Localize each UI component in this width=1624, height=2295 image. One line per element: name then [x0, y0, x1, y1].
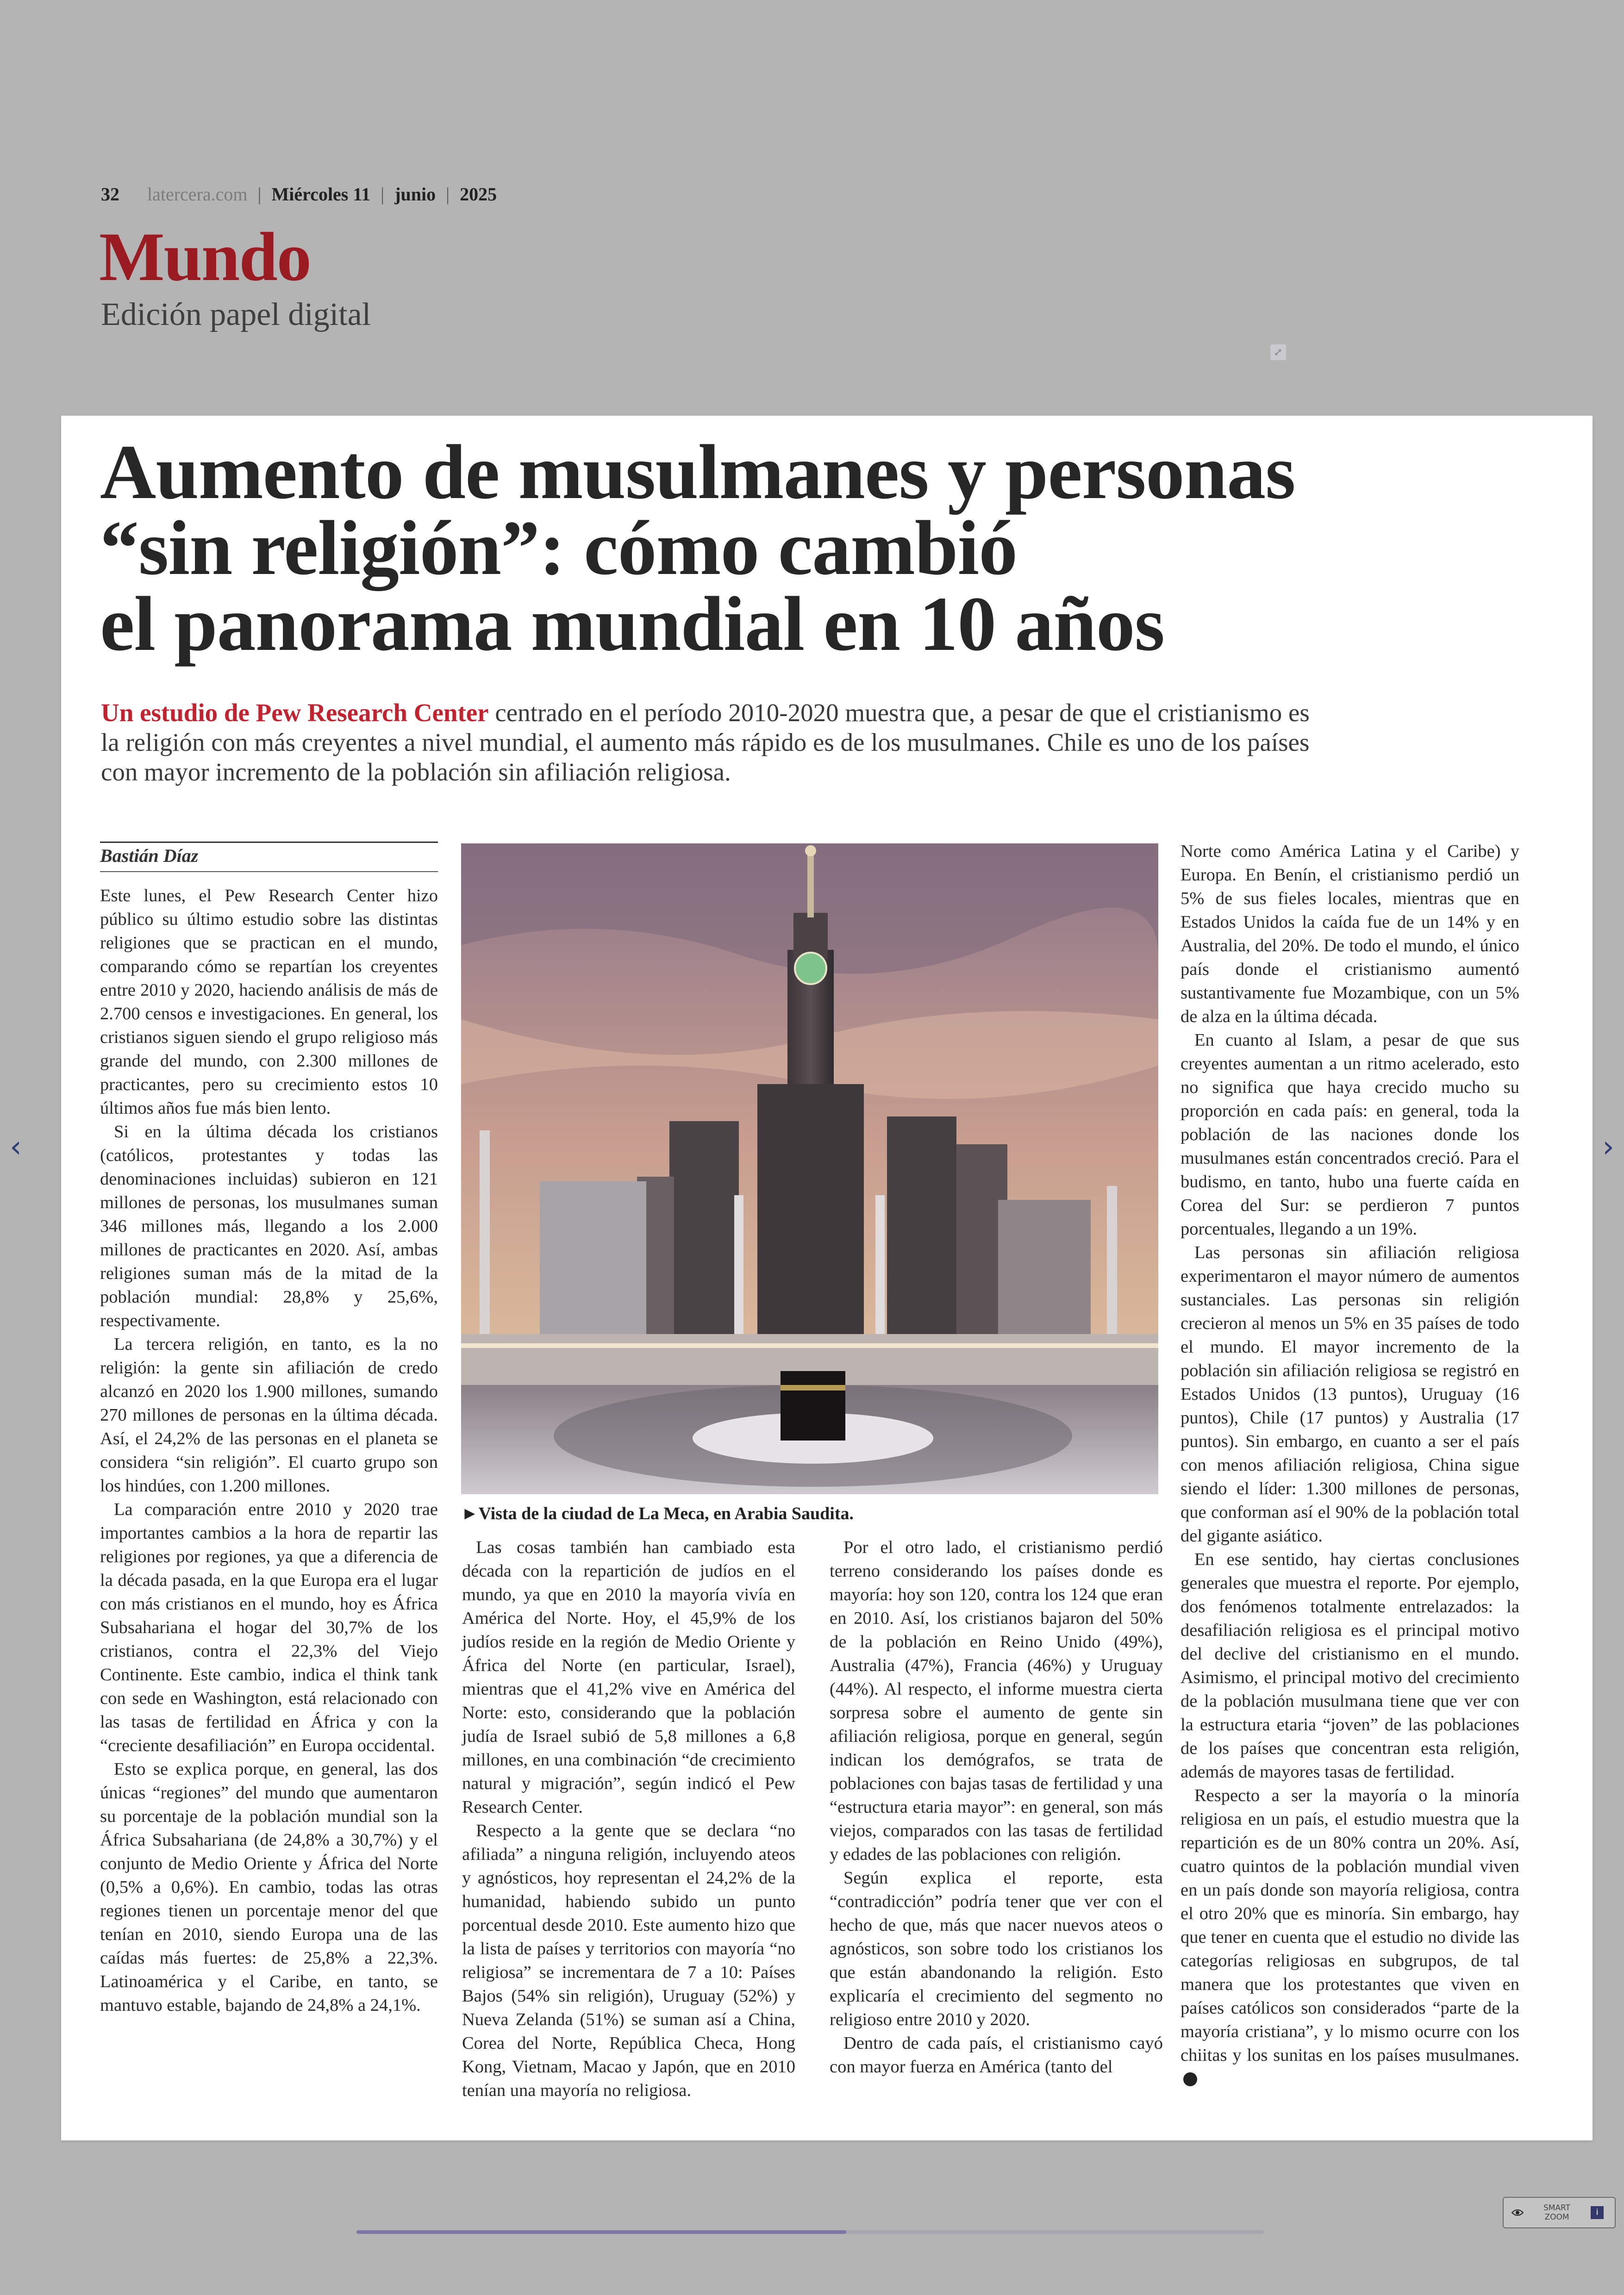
paragraph: La comparación entre 2010 y 2020 trae importantes cambios a la hora de repartir las religiones por regiones, ya que a diferencia de la década pasada, en la que Europa era el lugar con más cristianos en el mundo, hoy es África Subsahariana el hogar del 30,7% de los cristianos, contra el 22,3% del Viejo Continente. Este cambio, indica el think tank con sede en Washington, está relacionado con las tasas de fertilidad en África y con la “creciente desafiliación” en Europa occidental. [100, 1500, 438, 1755]
byline: Bastián Díaz [100, 842, 438, 872]
date-weekday: Miércoles 11 [271, 184, 371, 205]
paragraph: Las cosas también han cambiado esta década con la repartición de judíos en el mundo, ya que en 2010 la mayoría vivía en América del Norte. Hoy, el 45,9% de los judíos reside en la región de Medio Oriente y África del Norte (en particular, Israel), mientras que el 41,2% vive en América del Norte: esto, considerando que la población judía de Israel subió de 5,8 millones a 6,8 millones, en una combinación “de crecimiento natural y migración”, según indicó el Pew Research Center. [462, 1538, 795, 1817]
article-column-1 [100, 842, 438, 2017]
photo-caption: ►Vista de la ciudad de La Meca, en Arabia Saudita. [461, 1504, 854, 1523]
building [887, 1116, 956, 1353]
kaaba-band [781, 1385, 845, 1391]
paragraph: Si en la última década los cristianos (católicos, protestantes y todas las denominaciones incluidas) subieron en 121 millones de personas, los musulmanes suman 346 millones más, llegando a los 2.000 millones de practicantes en 2020. Así, ambas religiones suman más de la mitad de la población mundial: 28,8% y 25,6%, respectivamente. [100, 1122, 438, 1330]
paragraph: Norte como América Latina y el Caribe) y Europa. En Benín, el cristianismo perdió un 5% de sus fieles locales, mientras que en Estados Unidos la caída fue de un 14% y en Australia, del 20%. De todo el mundo, el único país donde el cristianismo aumentó sustantivamente fue Mozambique, con un 5% de alza en la última década. [1181, 842, 1519, 1026]
eye-icon [1504, 2209, 1531, 2216]
paragraph: Las personas sin afiliación religiosa experimentaron el mayor número de aumentos sustanciales. Las personas sin religión crecieron al menos un 5% en 35 países de todo el mundo. El mayor incremento de la población sin afiliación religiosa se registró en Estados Unidos (13 puntos), Uruguay (16 puntos), Chile (17 puntos) y Australia (17 puntos). Sin embargo, en cuanto a ser el país con menos afiliación religiosa, China sigue siendo el líder: 1.300 millones de personas, que conforman así el 90% de la población total del gigante asiático. [1181, 1243, 1519, 1546]
smart-zoom-label [1531, 2203, 1582, 2222]
paragraph: La tercera religión, en tanto, es la no religión: la gente sin afiliación de credo alcanzó en 2020 los 1.900 millones, sumando 270 millones de personas en la última década. Así, el 24,2% de las personas en el planeta se considera “sin religión”. El cuarto grupo son los hindúes, con 1.200 millones. [100, 1335, 438, 1496]
article-column-3 [830, 1536, 1163, 2079]
section-title: Mundo [99, 218, 311, 295]
headline-line: “sin religión”: cómo cambió [100, 505, 1018, 591]
mecca-photo [461, 843, 1158, 1494]
clock-tower-spire [807, 853, 814, 917]
paragraph: Este lunes, el Pew Research Center hizo público su último estudio sobre las distintas religiones que se practican en el mundo, comparando cómo se repartían los creyentes entre 2010 y 2020, haciendo análisis de más de 2.700 censos e investigaciones. En general, los cristianos siguen siendo el grupo religioso más grande del mundo, con 2.300 millones de practicantes, pero su crecimiento estos 10 últimos años fue más bien lento. [100, 886, 438, 1118]
building [540, 1181, 646, 1353]
paragraph-text: Respecto a ser la mayoría o la minoría religiosa en un país, el estudio muestra que la repartición es de un 80% contra un 20%. Así, cuatro quintos de la población mundial viven en un país donde son mayoría religiosa, contra el otro 20% que es minoría. Sin embargo, hay que tener en cuenta que el estudio no divide las categorías religiosas en subgrupos, de tal manera que los protestantes que viven en países católicos son considerados “parte de la mayoría cristiana”, y lo mismo ocurre con los chiitas y los sunitas en los países musulmanes. [1181, 1786, 1519, 2065]
minaret [480, 1130, 490, 1362]
clock-tower-moon [805, 845, 816, 856]
smart-zoom-button[interactable] [1503, 2197, 1616, 2228]
masthead [101, 183, 497, 205]
end-of-article-icon [1183, 2072, 1197, 2086]
previous-page-button[interactable]: ‹ [10, 1130, 22, 1164]
smart-zoom-label-line: ZOOM [1544, 2213, 1569, 2222]
next-page-button[interactable]: › [1602, 1130, 1614, 1164]
building [669, 1121, 739, 1353]
paragraph: En ese sentido, hay ciertas conclusiones generales que muestra el reporte. Por ejemplo, dos fenómenos totalmente entrelazados: la desafiliación religiosa es el principal motivo del declive del cristianismo en el mundo. Asimismo, el principal motivo del crecimiento de la población musulmana tiene que ver con la estructura etaria “joven” de las poblaciones de los países que concentran esta religión, además de mayores tasas de fertilidad. [1181, 1550, 1519, 1782]
masthead-separator: | [257, 184, 262, 205]
article-column-2 [462, 1536, 795, 2102]
headline-line: Aumento de musulmanes y personas [100, 429, 1295, 515]
deck-text: centrado en el período 2010-2020 muestra que, a pesar de que el cristianismo es la religión con más creyentes a nivel mundial, el aumento más rápido es de los musulmanes. Chile es uno de los países con mayor incremento de la población sin afiliación religiosa. [101, 698, 1310, 786]
paragraph: Respecto a la gente que se declara “no afiliada” a ninguna religión, incluyendo ateos y agnósticos, hoy representan el 24,2% de la humanidad, habiendo subido un punto porcentual desde 2010. Este aumento hizo que la lista de países y territorios con mayoría “no religiosa” se incrementara de 7 a 10: Países Bajos (54% sin religión), Uruguay (52%) y Nueva Zelanda (51%) se suman así a China, Corea del Norte, República Checa, Hong Kong, Vietnam, Macao y Japón, que en 2010 tenían una mayoría no religiosa. [462, 1821, 795, 2100]
masthead-separator: | [446, 184, 450, 205]
paragraph [1181, 1784, 1519, 2091]
headline-line: el panorama mundial en 10 años [100, 581, 1165, 667]
kaaba [781, 1371, 845, 1441]
page-progress-fill [356, 2230, 846, 2234]
paragraph: Por el otro lado, el cristianismo perdió terreno considerando los países donde es mayoría: hoy son 120, contra los 124 que eran en 2010. Así, los cristianos bajaron del 50% de la población en Reino Unido (49%), Australia (47%), Francia (46%) y Uruguay (44%). Al respecto, el informe muestra cierta sorpresa sobre el aumento de gente sin afiliación religiosa, porque en general, según indican los demógrafos, se trata de poblaciones con bajas tasas de fertilidad y una “estructura etaria mayor”: en general, son más viejos, comparados con las tasas de fertilidad y edades de las poblaciones con religión. [830, 1538, 1163, 1864]
info-icon[interactable]: i [1591, 2206, 1604, 2219]
clock-face [795, 953, 826, 984]
paragraph: En cuanto al Islam, a pesar de que sus creyentes aumentan a un ritmo acelerado, esto no significa que haya crecido mucho su proporción en cada país: en general, toda la población de las naciones donde los musulmanes están concentrados creció. Para el budismo, en tanto, hubo una fuerte caída en Corea del Sur: se perdieron 7 puntos porcentuales, llegando a un 19%. [1181, 1030, 1519, 1239]
article-column-4 [1181, 840, 1519, 2091]
clock-tower-base [757, 1084, 864, 1357]
page-number: 32 [101, 184, 119, 205]
site-name: latercera.com [147, 184, 248, 205]
mosque-arcade-lights [461, 1343, 1158, 1348]
paragraph: Según explica el reporte, esta “contradicción” podría tener que ver con el hecho de que, más que nacer nuevos ateos o agnósticos, son sobre todo los cristianos los que están abandonando la religión. Esto explicaría el crecimiento del segmento no religioso entre 2010 y 2020. [830, 1868, 1163, 2029]
masthead-separator: | [381, 184, 385, 205]
paragraph: Esto se explica porque, en general, las dos únicas “regiones” del mundo que aumentaron su porcentaje de la población mundial son la África Subsahariana (de 24,8% a 30,7%) y el conjunto de Medio Oriente y África del Norte (0,5% a 0,6%). En cambio, todas las otras regiones tienen un porcentaje menor del que tenían en 2010, siendo Europa una de las caídas más fuertes: de 25,8% a 22,3%. Latinoamérica y el Caribe, en tanto, se mantuvo estable, bajando de 24,8% a 24,1%. [100, 1759, 438, 2015]
smart-zoom-label-line: SMART [1543, 2203, 1571, 2213]
page-progress-bar[interactable] [356, 2230, 1264, 2234]
date-year: 2025 [460, 184, 497, 205]
section-subtitle: Edición papel digital [101, 297, 371, 332]
deck-lead: Un estudio de Pew Research Center [101, 698, 489, 727]
newspaper-page [61, 416, 1593, 2140]
building [998, 1200, 1091, 1353]
article-deck [101, 698, 1314, 787]
paragraph: Dentro de cada país, el cristianismo cayó con mayor fuerza en América (tanto del [830, 2033, 1163, 2077]
article-headline [100, 429, 1489, 667]
expand-icon[interactable]: ⤢ [1270, 344, 1286, 360]
date-month: junio [394, 184, 436, 205]
